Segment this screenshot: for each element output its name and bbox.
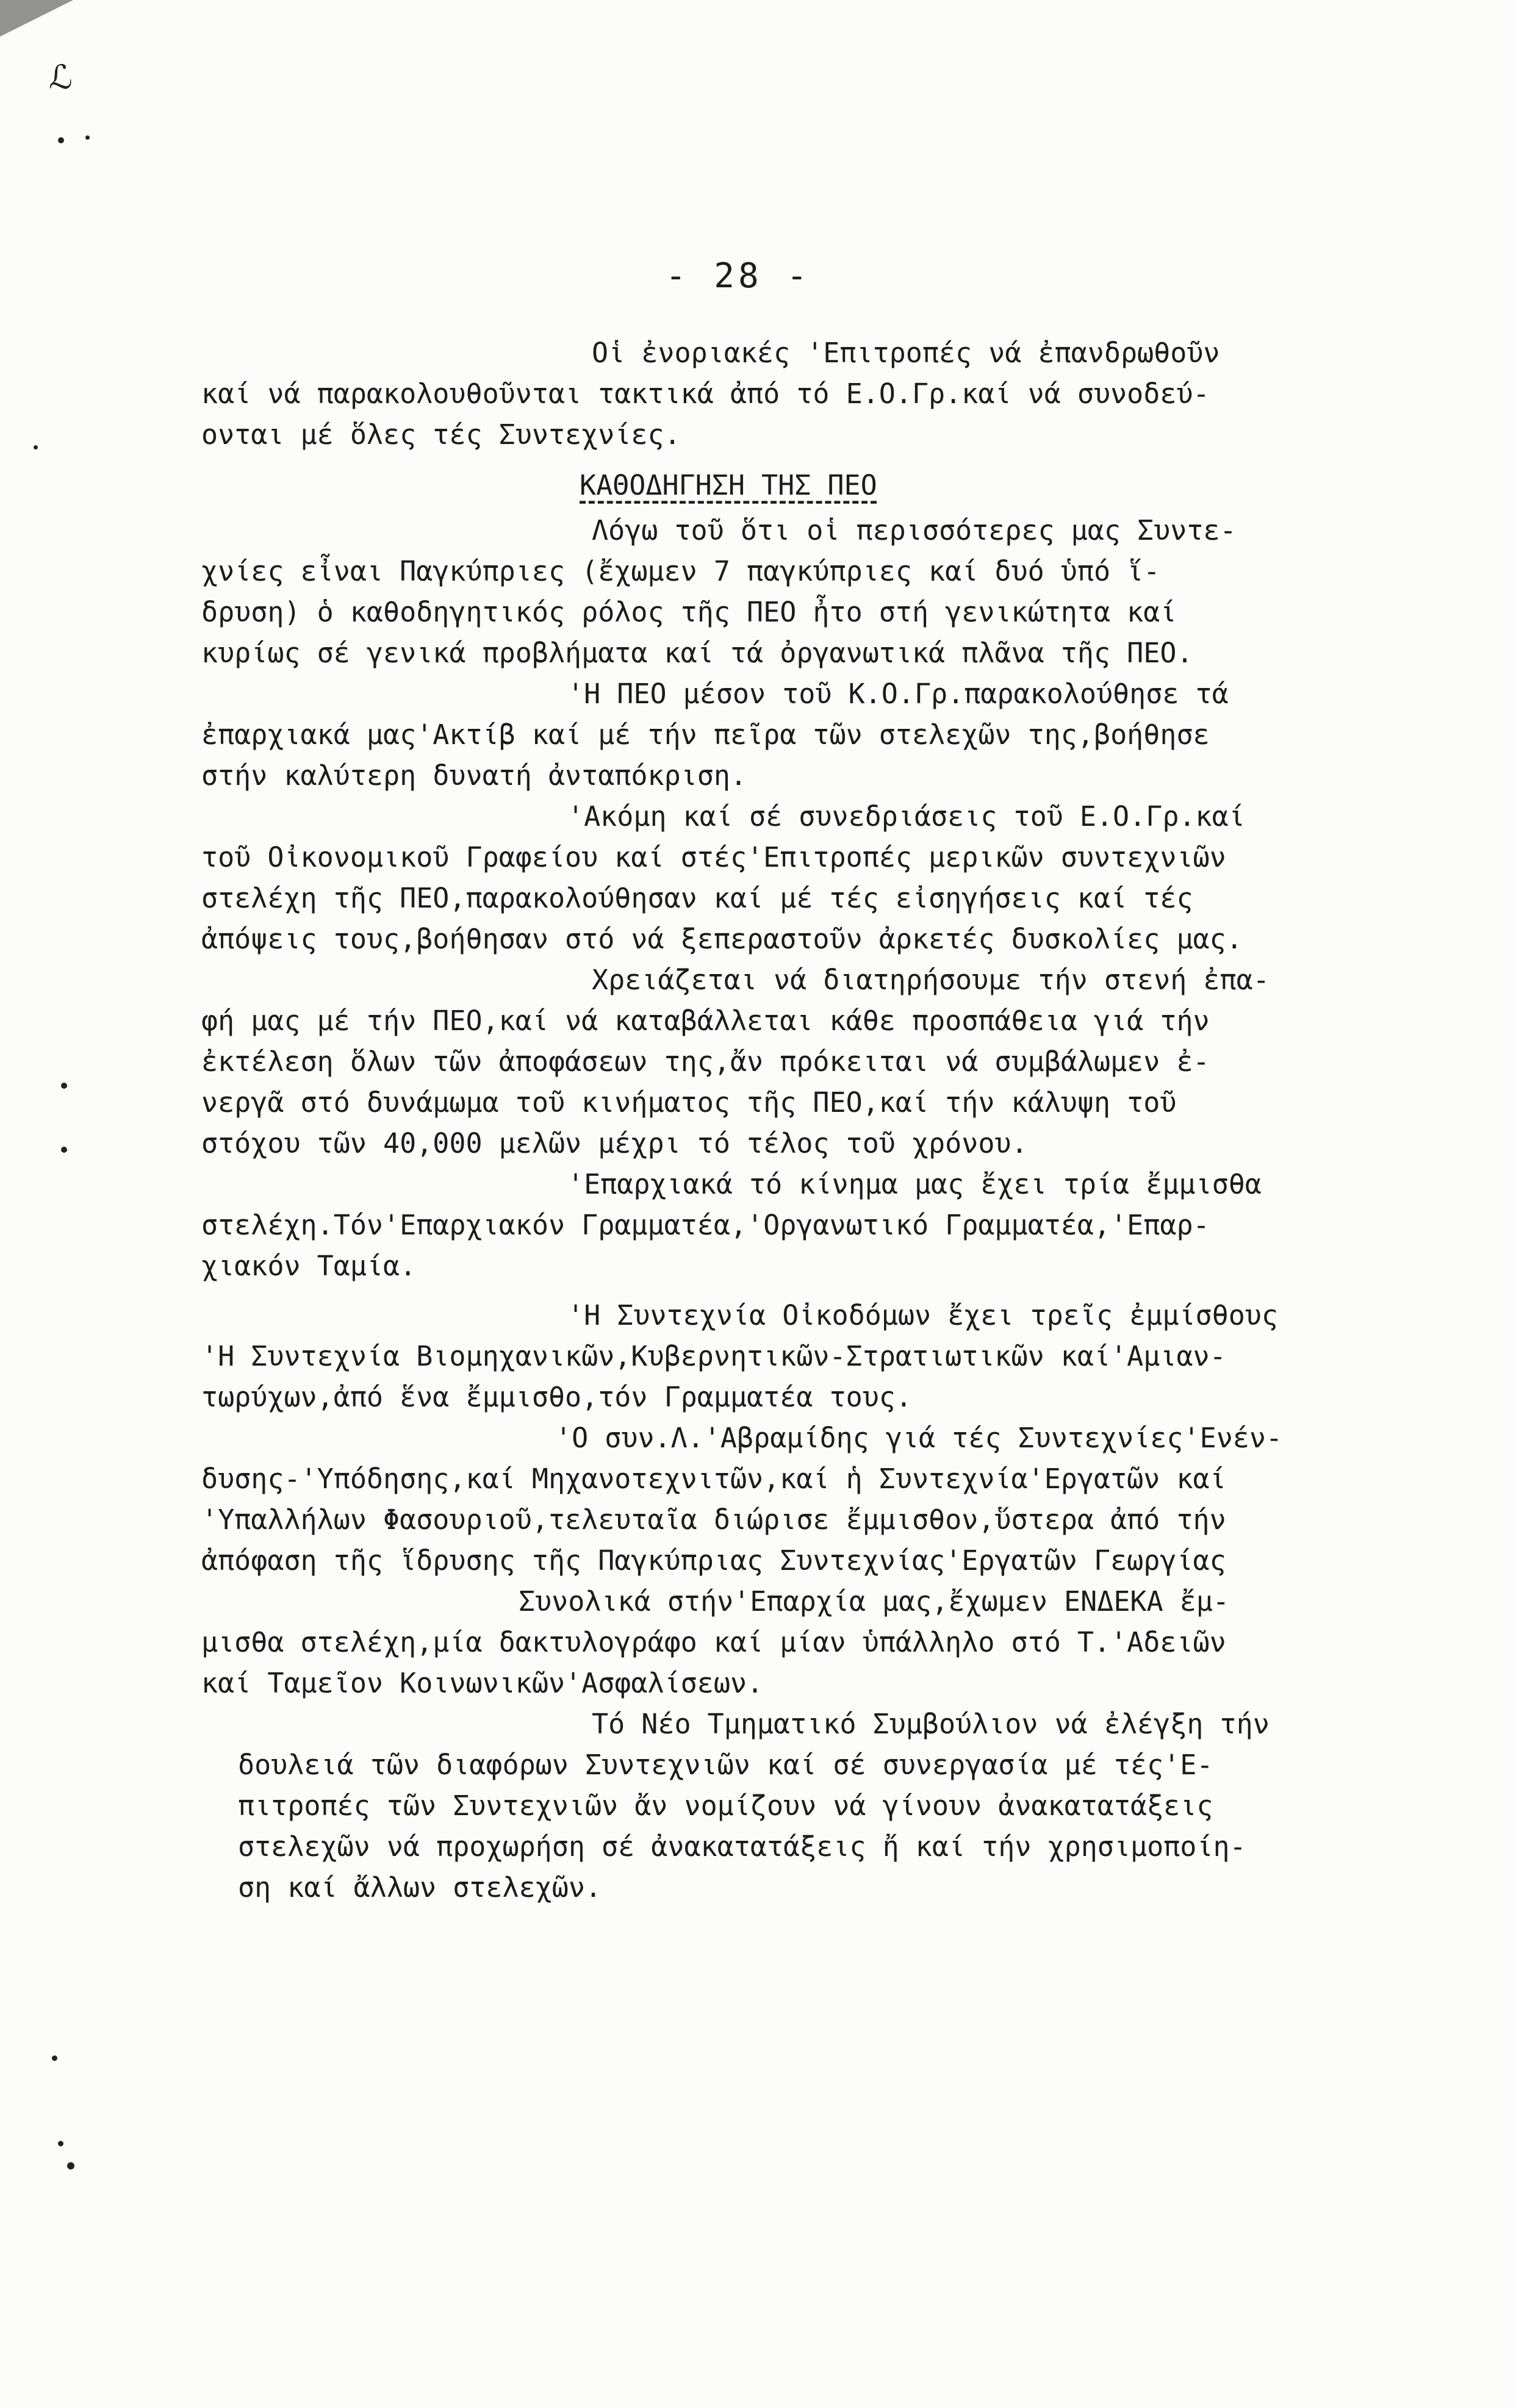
text-line: 'Ακόμη καί σέ συνεδριάσεις τοῦ Ε.Ο.Γρ.καί [567, 800, 1245, 833]
text-line: Χρειάζεται νά διατηρήσουμε τήν στενή ἐπα- [592, 964, 1270, 996]
text-line: στήν καλύτερη δυνατή ἀνταπόκριση. [201, 759, 747, 792]
scan-speck [52, 2055, 57, 2061]
text-line: ονται μέ ὅλες τές Συντεχνίες. [201, 418, 681, 451]
text-line: καί νά παρακολουθοῦνται τακτικά ἀπό τό Ε.Ο.Γρ.καί νά συνοδεύ- [201, 378, 1210, 410]
text-line: στελέχη τῆς ΠΕΟ,παρακολούθησαν καί μέ τές εἰσηγήσεις καί τές [201, 882, 1193, 914]
text-line: χιακόν Ταμία. [201, 1250, 417, 1282]
text-line: ἐπαρχιακά μας'Ακτίβ καί μέ τήν πεῖρα τῶν στελεχῶν της,βοήθησε [201, 718, 1210, 751]
scan-corner-artifact [0, 0, 73, 55]
text-line: δρυση) ὁ καθοδηγητικός ρόλος τῆς ΠΕΟ ἦτο στή γενικώτητα καί [201, 596, 1177, 628]
text-line: στελέχη.Τόν'Επαρχιακόν Γραμματέα,'Οργανωτικό Γραμματέα,'Επαρ- [201, 1209, 1210, 1241]
paragraph-gap [201, 1286, 1354, 1295]
section-heading: ΚΑΘΟΔΗΓΗΣΗ ΤΗΣ ΠΕΟ [580, 469, 877, 501]
text-line: 'Η Συντεχνία Βιομηχανικῶν,Κυβερνητικῶν-Στρατιωτικῶν καί'Αμιαν- [201, 1340, 1226, 1372]
text-line: τοῦ Οἰκονομικοῦ Γραφείου καί στές'Επιτροπές μερικῶν συντεχνιῶν [201, 841, 1226, 873]
text-line: Οἱ ἐνοριακές 'Επιτροπές νά ἐπανδρωθοῦν [592, 337, 1220, 369]
text-line: τωρύχων,ἀπό ἕνα ἔμμισθο,τόν Γραμματέα τους. [201, 1381, 912, 1413]
text-line: πιτροπές τῶν Συντεχνιῶν ἄν νομίζουν νά γίνουν ἀνακατατάξεις [238, 1790, 1213, 1822]
text-line: ἀπόψεις τους,βοήθησαν στό νά ξεπεραστοῦν ἀρκετές δυσκολίες μας. [201, 923, 1243, 955]
text-line: 'Υπαλλήλων Φασουριοῦ,τελευταῖα διώρισε ἔμμισθον,ὕστερα ἀπό τήν [201, 1503, 1226, 1536]
text-line: ἐκτέλεση ὅλων τῶν ἀποφάσεων της,ἄν πρόκειται νά συμβάλωμεν ἐ- [201, 1045, 1210, 1078]
text-line: στελεχῶν νά προχωρήση σέ ἀνακατατάξεις ἤ καί τήν χρησιμοποίη- [238, 1830, 1246, 1863]
text-line: μισθα στελέχη,μία δακτυλογράφο καί μίαν ὑπάλληλο στό Τ.'Αδειῶν [201, 1626, 1226, 1658]
text-line: Συνολικά στήν'Επαρχία μας,ἔχωμεν ΕΝΔΕΚΑ ἔμ- [519, 1585, 1229, 1618]
scan-speck [61, 1083, 67, 1089]
scan-speck [58, 2141, 63, 2146]
text-line: κυρίως σέ γενικά προβλήματα καί τά ὀργανωτικά πλᾶνα τῆς ΠΕΟ. [201, 637, 1193, 669]
text-line: 'Ο συν.Λ.'Αβραμίδης γιά τές Συντεχνίες'Ενέν- [555, 1422, 1283, 1454]
page-number: - 28 - [665, 256, 811, 296]
text-line: δουλειά τῶν διαφόρων Συντεχνιῶν καί σέ συνεργασία μέ τές'Ε- [238, 1749, 1213, 1781]
corner-handwritten-mark: ℒ [49, 58, 73, 96]
text-line: Τό Νέο Τμηματικό Συμβούλιον νά ἐλέγξη τήν [592, 1708, 1270, 1740]
text-line: 'Η Συντεχνία Οἰκοδόμων ἔχει τρεῖς ἐμμίσθους [567, 1299, 1278, 1331]
text-line: ἀπόφαση τῆς ἵδρυσης τῆς Παγκύπριας Συντεχνίας'Εργατῶν Γεωργίας [201, 1544, 1226, 1577]
text-line: νεργᾶ στό δυνάμωμα τοῦ κινήματος τῆς ΠΕΟ,καί τήν κάλυψη τοῦ [201, 1086, 1177, 1119]
scan-speck [85, 135, 90, 140]
text-line: Λόγω τοῦ ὅτι οἱ περισσότερες μας Συντε- [592, 514, 1237, 546]
scan-speck [58, 137, 64, 143]
text-line: ση καί ἄλλων στελεχῶν. [238, 1871, 602, 1904]
text-line: δυσης-'Υπόδησης,καί Μηχανοτεχνιτῶν,καί ἡ Συντεχνία'Εργατῶν καί [201, 1463, 1226, 1495]
text-line: χνίες εἶναι Παγκύπριες (ἔχωμεν 7 παγκύπριες καί δυό ὑπό ἵ- [201, 555, 1160, 587]
scan-speck [61, 1147, 67, 1153]
text-line: καί Ταμεῖον Κοινωνικῶν'Ασφαλίσεων. [201, 1667, 764, 1699]
text-line: 'Η ΠΕΟ μέσον τοῦ Κ.Ο.Γρ.παρακολούθησε τά [567, 678, 1229, 710]
text-line: στόχου τῶν 40,000 μελῶν μέχρι τό τέλος τοῦ χρόνου. [201, 1127, 1028, 1159]
text-line: φή μας μέ τήν ΠΕΟ,καί νά καταβάλλεται κάθε προσπάθεια γιά τήν [201, 1005, 1210, 1037]
scan-speck [67, 2162, 74, 2170]
body-text [201, 332, 1354, 1908]
scan-speck [34, 445, 38, 450]
text-line: 'Επαρχιακά τό κίνημα μας ἔχει τρία ἔμμισθα [567, 1168, 1262, 1200]
